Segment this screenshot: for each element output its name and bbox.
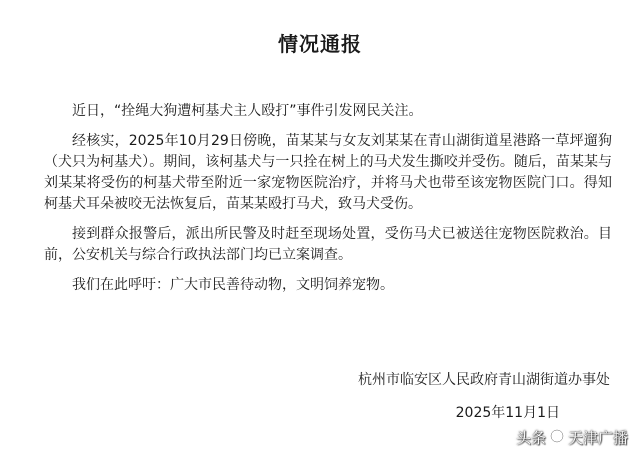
issuer-signature: 杭州市临安区人民政府青山湖街道办事处	[358, 372, 610, 388]
headline-logo-icon	[550, 429, 564, 447]
watermark-prefix: 头条	[515, 429, 546, 447]
paragraph-facts: 经核实，2025年10月29日傍晚，苗某某与女友刘某某在青山湖街道星港路一草坪遛狗（犬只为柯基犬）。期间，该柯基犬与一只拴在树上的马犬发生撕咬并受伤。随后，苗某某与刘某某将受伤的柯基犬带至附近一家宠物医院治疗，并将马犬也带至该宠物医院门口。得知柯基犬耳朵被咬无法恢复后，苗某某殴打马犬，致马犬受伤。	[44, 133, 612, 212]
source-watermark	[516, 427, 628, 448]
paragraph-intro: 近日，“拴绳大狗遭柯基犬主人殴打”事件引发网民关注。	[72, 103, 423, 119]
paragraph-appeal: 我们在此呼吁：广大市民善待动物，文明饲养宠物。	[72, 277, 394, 293]
paragraph-handling: 接到群众报警后，派出所民警及时赶至现场处置，受伤马犬已被送往宠物医院救治。目前，公安机关与综合行政执法部门均已立案调查。	[44, 226, 612, 263]
watermark-account: 天津广播	[567, 429, 628, 447]
notice-title: 情况通报	[278, 32, 362, 56]
issue-date: 2025年11月1日	[455, 405, 560, 421]
notice-body	[44, 101, 612, 305]
